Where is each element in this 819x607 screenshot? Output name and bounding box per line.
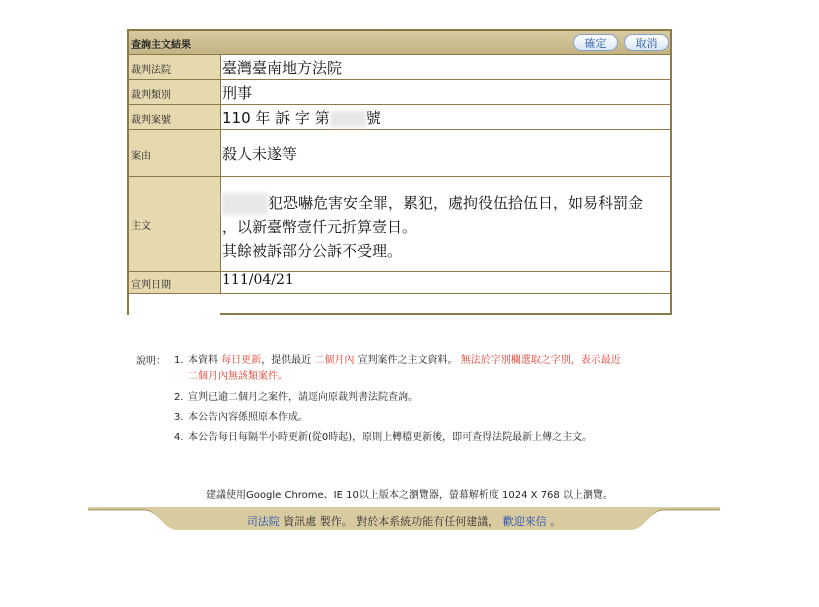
row-empty	[129, 294, 670, 315]
row-main-text	[129, 177, 670, 272]
panel-header	[129, 31, 670, 55]
case-number-value	[222, 107, 381, 128]
note-item-3: 3. 本公告內容係照原本作成。	[174, 412, 308, 423]
row-category	[129, 80, 670, 105]
cause-value: 殺人未遂等	[222, 145, 298, 163]
cancel-button[interactable]: 取消	[624, 34, 669, 51]
note-item-1-cont: 二個月內無該類案件。	[188, 371, 288, 382]
footer-bar	[88, 507, 720, 532]
browser-suggestion: 建議使用Google Chrome、IE 10以上版本之瀏覽器，螢幕解析度 1024 X 768 以上瀏覽。	[206, 490, 613, 501]
note-item-4: 4. 本公告每日每隔半小時更新(從0時起)，原則上轉檔更新後，即可查得法院最新上傳之主文。	[174, 432, 593, 443]
category-label: 裁判類別	[131, 90, 171, 101]
main-text-label: 主文	[131, 221, 151, 232]
notes-heading: 說明：	[136, 356, 166, 367]
row-verdict-date	[129, 272, 670, 294]
cause-label: 案由	[131, 151, 151, 162]
verdict-date-value: 111/04/21	[222, 272, 294, 288]
note-item-2: 2. 宣判已逾二個月之案件，請逕向原裁判書法院查詢。	[174, 392, 418, 403]
row-cause	[129, 130, 670, 177]
row-case-number	[129, 105, 670, 130]
verdict-date-label: 宣判日期	[131, 280, 171, 291]
result-panel	[127, 29, 672, 315]
case-number-prefix: 110 年 訴 字 第	[222, 109, 330, 127]
confirm-button[interactable]: 確定	[573, 34, 618, 51]
court-value: 臺灣臺南地方法院	[222, 59, 343, 77]
panel-title: 查詢主文結果	[131, 40, 191, 51]
main-text-value	[222, 191, 672, 263]
main-text-line-2: ，以新臺幣壹仟元折算壹日。	[222, 218, 418, 236]
main-text-line-1: 犯恐嚇危害安全罪，累犯，處拘役伍拾伍日，如易科罰金	[222, 191, 672, 215]
row-court	[129, 55, 670, 80]
court-label: 裁判法院	[131, 65, 171, 76]
case-number-suffix: 號	[365, 109, 381, 127]
judicial-yuan-link[interactable]: 司法院	[246, 515, 280, 528]
contact-link[interactable]: 歡迎來信	[502, 515, 547, 528]
note-item-1: 1. 本資料 每日更新，提供最近 二個月內 宣判案件之主文資料。 無法於字別欄選取之字別，表示最近	[174, 355, 621, 366]
redacted-mask	[222, 193, 268, 215]
main-text-line-3: 其餘被訴部分公訴不受理。	[222, 242, 403, 260]
redacted-mask	[330, 111, 366, 127]
category-value: 刑事	[222, 84, 253, 102]
footer-credits: 司法院 資訊處 製作。 對於本系統功能有任何建議， 歡迎來信 。	[246, 515, 562, 528]
case-number-label: 裁判案號	[131, 115, 171, 126]
